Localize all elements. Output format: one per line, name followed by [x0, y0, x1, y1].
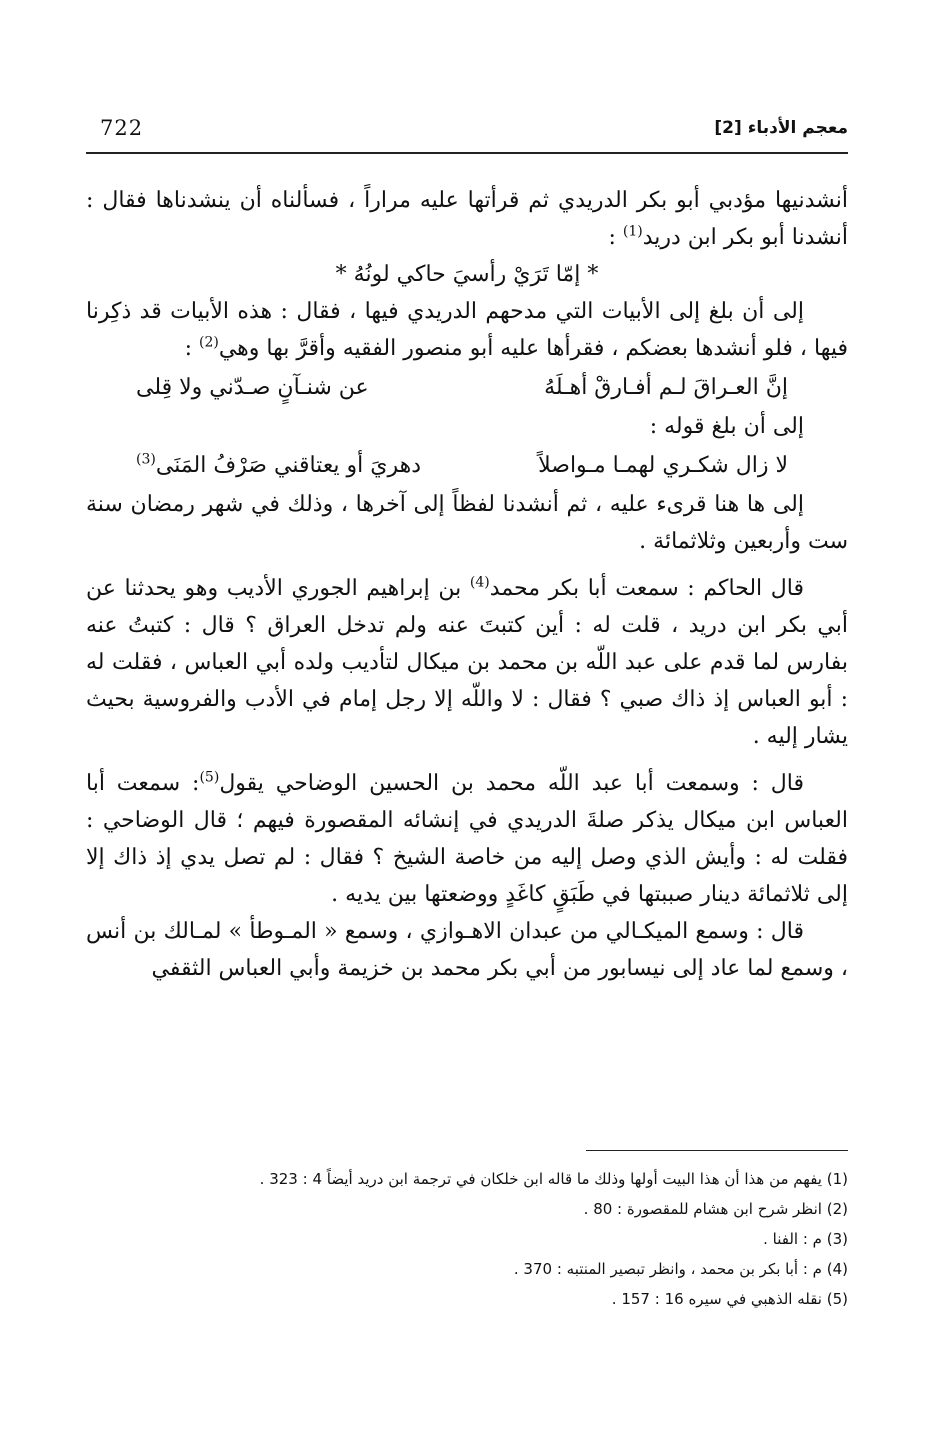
- verse-hemistich: * إمّا تَرَيْ رأسيَ حاكي لونُهُ *: [335, 262, 599, 287]
- paragraph-5: قال الحاكم : سمعت أبا بكر محمد$^{(4)}$ بن إبراهيم الجوري الأديب وهو يحدثنا عن أبي بكر ابن دريد ، قلت له : أين كتبتَ عنه ولم تدخل العراق ؟ قال : كتبتُ عنه بفارس لما قدم على عبد اللّه بن محمد بن ميكال لتأديب ولده أبي العباس ، فقلت له : أبو العباس إذ ذاك صبي ؟ فقال : لا واللّه إلا رجل إمام في الأدب والفروسية بحيث يشار إليه .: [86, 574, 848, 749]
- footnote-4: (4) م : أبا بكر بن محمد ، وانظر تبصير المنتبه : 370 .: [513, 1260, 848, 1278]
- main-text: [86, 182, 848, 987]
- verse-2-first-hemistich: لا زال شكـري لهمـا مـواصلاً: [538, 453, 788, 478]
- footnote-marker-2: (2): [198, 334, 219, 351]
- footnote-3: (3) م : الفنا .: [763, 1230, 848, 1248]
- footnote-5: (5) نقله الذهبي في سيره 16 : 157 .: [611, 1290, 848, 1308]
- verse-line-2: [86, 447, 848, 484]
- paragraph-1: أنشدنيها مؤدبي أبو بكر الدريدي ثم قرأتها عليه مراراً ، فسألناه أن ينشدناها فقال : أنشدنا أبو بكر ابن دريد$^{(1)}$ :: [86, 188, 848, 250]
- paragraph-6: قال : وسمعت أبا عبد اللّه محمد بن الحسين الوضاحي يقول$^{(5)}$: سمعت أبا العباس ابن ميكال يذكر صلةَ الدريدي في إنشائه المقصورة فيهم ؛ قال الوضاحي : فقلت له : وأيش الذي وصل إليه من خاصة الشيخ ؟ فقال : لم تصل يدي إذ ذاك إلا إلى ثلاثمائة دينار صببتها في طَبَقٍ كاغَدٍ ووضعتها بين يديه .: [86, 769, 848, 907]
- paragraph-3: إلى أن بلغ قوله :: [649, 414, 804, 439]
- verse-2-second-hemistich: دهريَ أو يعتاقني صَرْفُ المَنَى$^{(3)}$: [136, 451, 422, 478]
- footnote-marker-3: (3): [136, 451, 156, 468]
- paragraph-7: قال : وسمع الميكـالي من عبدان الاهـوازي ، وسمع « المـوطأ » لمـالك بن أنس ، وسمع لما عاد إلى نيسابور من أبي بكر محمد بن خزيمة وأبي العباس الثقفي: [86, 919, 848, 981]
- footnote-2: (2) انظر شرح ابن هشام للمقصورة : 80 .: [583, 1200, 848, 1218]
- paragraph-4: إلى ها هنا قرىء عليه ، ثم أنشدنا لفظاً إلى آخرها ، وذلك في شهر رمضان سنة ست وأربعين وثلاثمائة .: [86, 492, 848, 554]
- footnote-marker-4: (4): [469, 574, 490, 591]
- footnotes: [148, 1164, 848, 1314]
- verse-1-first-hemistich: إنَّ العـراقَ لـم أفـارقْ أهـلَهُ: [544, 375, 788, 400]
- footnote-marker-1: (1): [622, 223, 643, 240]
- running-title: معجم الأدباء [2]: [714, 118, 848, 138]
- footnote-1: (1) يفهم من هذا أن هذا البيت أولها وذلك ما قاله ابن خلكان في ترجمة ابن دريد أيضاً 4 : 323 .: [259, 1170, 848, 1188]
- page-number: 722: [100, 116, 144, 140]
- footnote-marker-5: (5): [199, 769, 220, 786]
- verse-line-1: [86, 369, 848, 406]
- paragraph-2: إلى أن بلغ إلى الأبيات التي مدحهم الدريدي فيها ، فقال : هذه الأبيات قد ذكِرنا فيها ، فلو أنشدها بعضكم ، فقرأها عليه أبو منصور الفقيه وأقرَّ بها وهي$^{(2)}$ :: [86, 299, 848, 361]
- footnote-separator: [586, 1150, 848, 1151]
- page-header: [86, 112, 848, 154]
- verse-1-second-hemistich: عن شنـآنٍ صـدّني ولا قِلى: [136, 375, 369, 400]
